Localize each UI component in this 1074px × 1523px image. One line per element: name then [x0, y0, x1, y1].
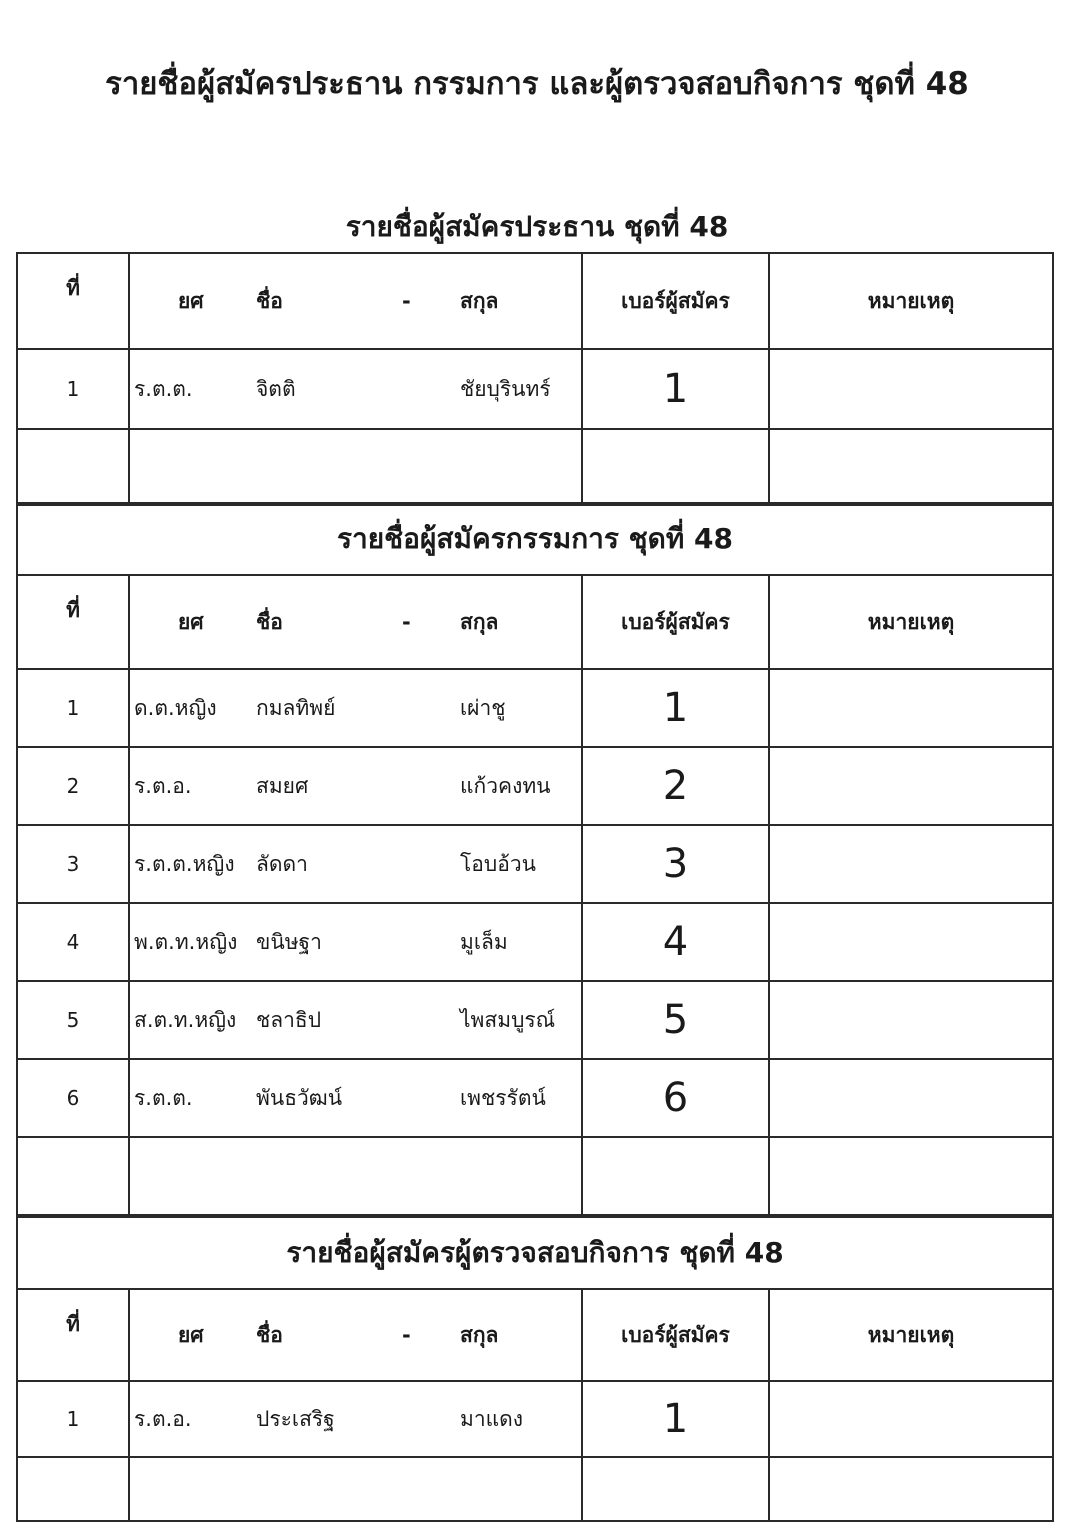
- header-remarks: หมายเหตุ: [769, 575, 1053, 669]
- header-no: ที่: [17, 575, 129, 669]
- header-dash: -: [402, 610, 411, 634]
- row-no: 5: [17, 981, 129, 1059]
- row-rank: ร.ต.อ.: [134, 773, 192, 798]
- chairman-table: [16, 252, 1054, 506]
- table-row: [17, 825, 1053, 903]
- row-remarks: [769, 1059, 1053, 1137]
- header-first-name: ชื่อ: [256, 288, 283, 313]
- row-no: 4: [17, 903, 129, 981]
- row-candidate-number: 6: [582, 1059, 769, 1137]
- table-row: [17, 669, 1053, 747]
- header-last-name: สกุล: [460, 609, 499, 634]
- header-dash: -: [402, 289, 411, 313]
- header-rank: ยศ: [178, 288, 204, 313]
- table-row: [17, 1381, 1053, 1457]
- row-first-name: ประเสริฐ: [256, 1406, 335, 1431]
- table-row: [17, 981, 1053, 1059]
- document-title: รายชื่อผู้สมัครประธาน กรรมการ และผู้ตรวจสอบกิจการ ชุดที่ 48: [105, 66, 969, 102]
- row-last-name: มาแดง: [460, 1406, 524, 1431]
- row-candidate-number: 4: [582, 903, 769, 981]
- row-rank: ด.ต.หญิง: [134, 695, 217, 720]
- header-rank: ยศ: [178, 1322, 204, 1347]
- row-no: 1: [17, 1381, 129, 1457]
- row-first-name: สมยศ: [256, 773, 309, 798]
- row-candidate-number: 5: [582, 981, 769, 1059]
- row-candidate-number: 1: [582, 669, 769, 747]
- table-header-row: [17, 1289, 1053, 1381]
- header-candidate-number: เบอร์ผู้สมัคร: [582, 575, 769, 669]
- header-candidate-number: เบอร์ผู้สมัคร: [582, 1289, 769, 1381]
- row-last-name: เผ่าชู: [460, 695, 506, 720]
- header-remarks: หมายเหตุ: [769, 253, 1053, 349]
- row-remarks: [769, 903, 1053, 981]
- header-remarks: หมายเหตุ: [769, 1289, 1053, 1381]
- row-last-name: ชัยบุรินทร์: [460, 376, 551, 401]
- row-first-name: จิตติ: [256, 376, 296, 401]
- row-last-name: เพชรรัตน์: [460, 1085, 546, 1110]
- row-last-name: มูเล็ม: [460, 929, 508, 954]
- row-last-name: โอบอ้วน: [460, 851, 536, 876]
- row-remarks: [769, 669, 1053, 747]
- header-no: ที่: [17, 253, 129, 349]
- table-row-empty: [17, 1457, 1053, 1521]
- header-first-name: ชื่อ: [256, 609, 283, 634]
- row-rank: ส.ต.ท.หญิง: [134, 1007, 237, 1032]
- row-name: [129, 981, 582, 1059]
- section-title-row: [17, 1217, 1053, 1289]
- header-name: [129, 575, 582, 669]
- row-name: [129, 903, 582, 981]
- table-header-row: [17, 253, 1053, 349]
- row-remarks: [769, 349, 1053, 429]
- header-name: [129, 253, 582, 349]
- row-remarks: [769, 1381, 1053, 1457]
- table-row-empty: [17, 429, 1053, 505]
- row-candidate-number: 3: [582, 825, 769, 903]
- row-candidate-number: 2: [582, 747, 769, 825]
- row-name: [129, 1381, 582, 1457]
- row-first-name: กมลทิพย์: [256, 695, 336, 720]
- row-rank: ร.ต.อ.: [134, 1406, 192, 1431]
- header-no: ที่: [17, 1289, 129, 1381]
- row-rank: ร.ต.ต.หญิง: [134, 851, 235, 876]
- header-rank: ยศ: [178, 609, 204, 634]
- row-name: [129, 669, 582, 747]
- chairman-section-title: รายชื่อผู้สมัครประธาน ชุดที่ 48: [345, 210, 729, 243]
- header-candidate-number: เบอร์ผู้สมัคร: [582, 253, 769, 349]
- table-row: [17, 903, 1053, 981]
- row-no: 1: [17, 349, 129, 429]
- row-no: 2: [17, 747, 129, 825]
- row-name: [129, 349, 582, 429]
- row-candidate-number: 1: [582, 349, 769, 429]
- row-no: 6: [17, 1059, 129, 1137]
- row-rank: พ.ต.ท.หญิง: [134, 929, 238, 954]
- row-first-name: ลัดดา: [256, 851, 308, 876]
- row-rank: ร.ต.ต.: [134, 376, 193, 401]
- table-header-row: [17, 575, 1053, 669]
- header-dash: -: [402, 1323, 411, 1347]
- table-row: [17, 349, 1053, 429]
- row-remarks: [769, 825, 1053, 903]
- row-remarks: [769, 981, 1053, 1059]
- header-last-name: สกุล: [460, 1322, 499, 1347]
- row-last-name: ไพสมบูรณ์: [460, 1007, 556, 1032]
- row-first-name: ขนิษฐา: [256, 929, 322, 954]
- table-row: [17, 1059, 1053, 1137]
- row-first-name: พันธวัฒน์: [256, 1085, 343, 1110]
- row-first-name: ชลาธิป: [256, 1007, 322, 1032]
- header-first-name: ชื่อ: [256, 1322, 283, 1347]
- header-name: [129, 1289, 582, 1381]
- row-candidate-number: 1: [582, 1381, 769, 1457]
- row-rank: ร.ต.ต.: [134, 1085, 193, 1110]
- row-name: [129, 825, 582, 903]
- row-no: 3: [17, 825, 129, 903]
- auditor-section-title: รายชื่อผู้สมัครผู้ตรวจสอบกิจการ ชุดที่ 48: [17, 1217, 1053, 1289]
- row-remarks: [769, 747, 1053, 825]
- auditor-table: [16, 1216, 1054, 1522]
- header-last-name: สกุล: [460, 288, 499, 313]
- row-no: 1: [17, 669, 129, 747]
- row-name: [129, 747, 582, 825]
- committee-table: [16, 502, 1054, 1216]
- row-last-name: แก้วคงทน: [460, 773, 551, 798]
- table-row-empty: [17, 1137, 1053, 1215]
- table-row: [17, 747, 1053, 825]
- row-name: [129, 1059, 582, 1137]
- section-title-row: [17, 503, 1053, 575]
- committee-section-title: รายชื่อผู้สมัครกรรมการ ชุดที่ 48: [17, 503, 1053, 575]
